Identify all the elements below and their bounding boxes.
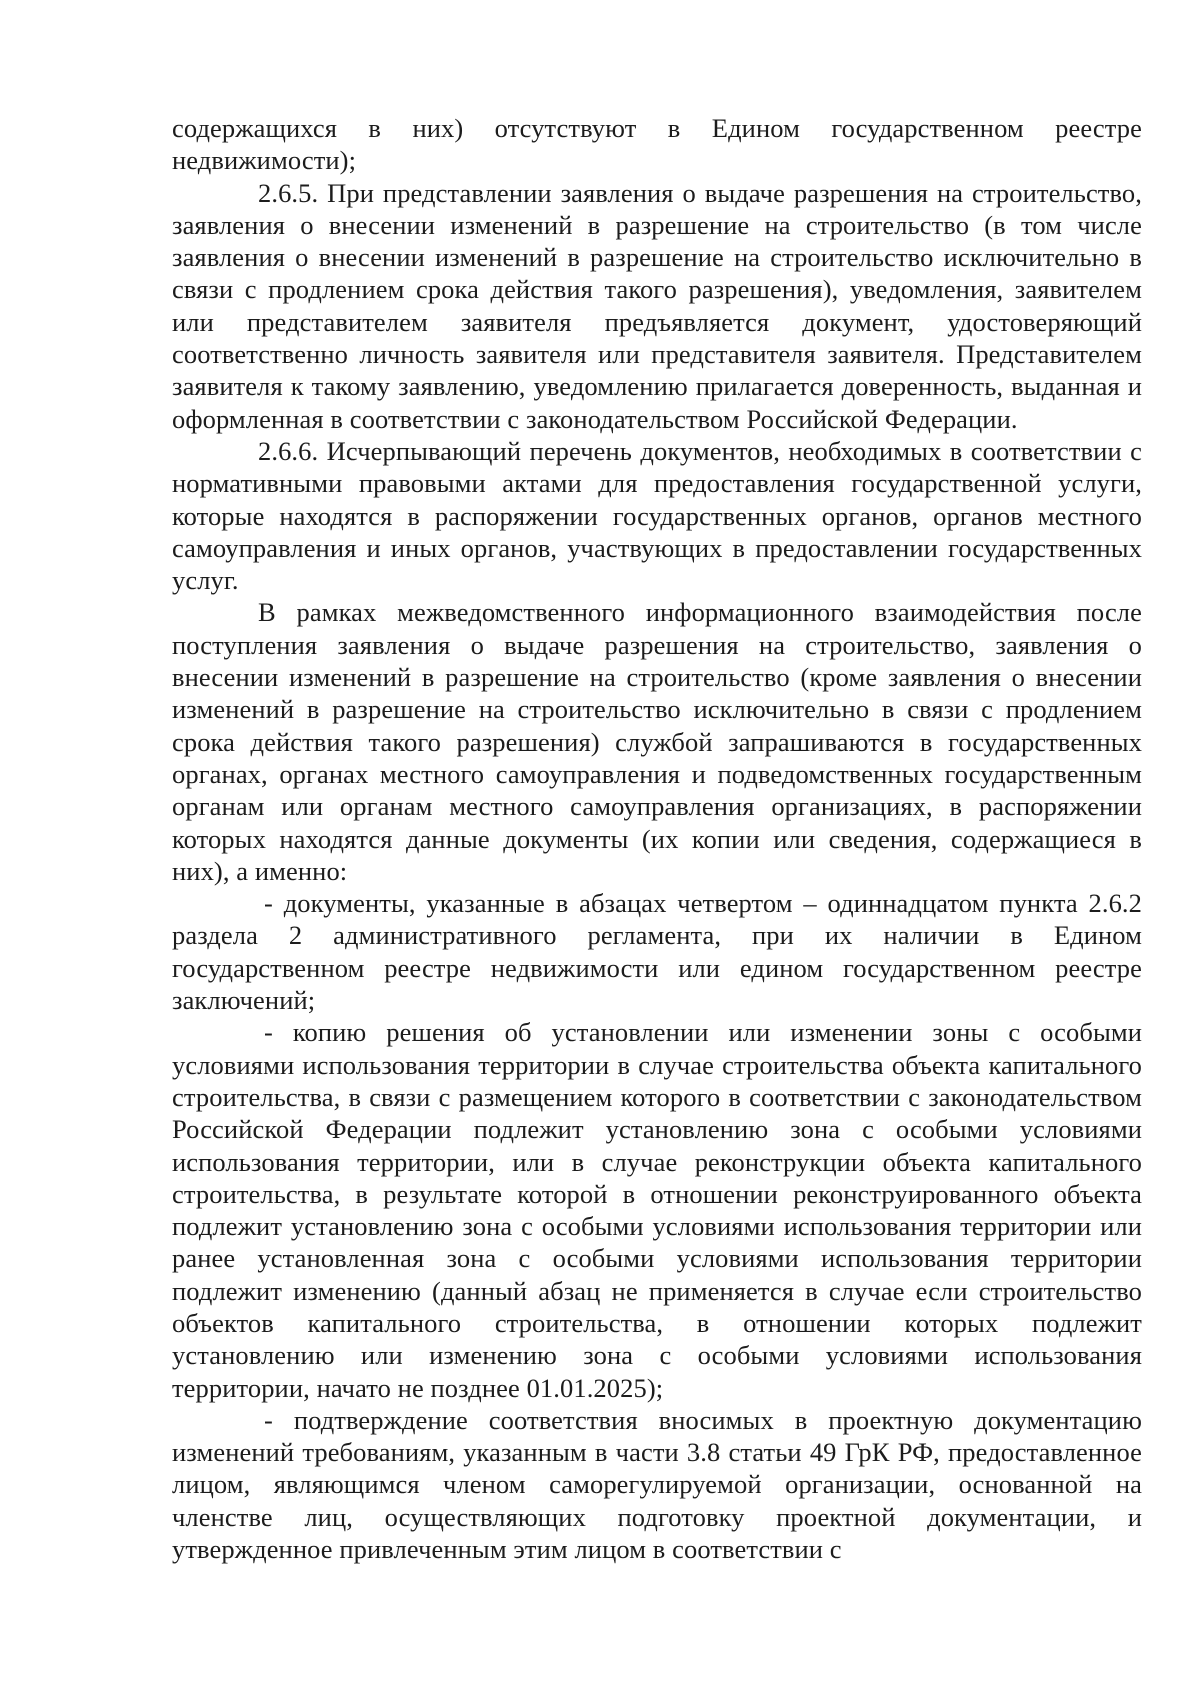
paragraph-interagency: В рамках межведомственного информационного взаимодействия после поступления заявления о выдаче разрешения на строительство, заявления о внесении изменений в разрешение на строительство (кроме заявления о внесении изменений в разрешение на строительство исключительно в связи с продлением срока действия такого разрешения) службой запрашиваются в государственных органах, органах местного самоуправления и подведомственных государственным органам или органам местного самоуправления организациях, в распоряжении которых находятся данные документы (их копии или сведения, содержащиеся в них), а именно:: [172, 597, 1142, 886]
paragraph-2-6-6: 2.6.6. Исчерпывающий перечень документов, необходимых в соответствии с нормативными правовыми актами для предоставления государственной услуги, которые находятся в распоряжении государственных органов, органов местного самоуправления и иных органов, участвующих в предоставлении государственных услуг.: [172, 435, 1142, 596]
document-page: [172, 112, 1142, 1565]
paragraph-continuation: содержащихся в них) отсутствуют в Едином государственном реестре недвижимости);: [172, 113, 1142, 176]
list-item-documents: - документы, указанные в абзацах четвертом – одиннадцатом пункта 2.6.2 раздела 2 административного регламента, при их наличии в Едином государственном реестре недвижимости или едином государственном реестре заключений;: [172, 888, 1142, 1016]
list-item-zone-decision: - копию решения об установлении или изменении зоны с особыми условиями использования территории в случае строительства объекта капитального строительства, в связи с размещением которого в соответствии с законодательством Российской Федерации подлежит установлению зона с особыми условиями использования территории, или в случае реконструкции объекта капитального строительства, в результате которой в отношении реконструированного объекта подлежит установлению зона с особыми условиями использования территории или ранее установленная зона с особыми условиями использования территории подлежит изменению (данный абзац не применяется в случае если строительство объектов капитального строительства, в отношении которых подлежит установлению или изменению зона с особыми условиями использования территории, начато не позднее 01.01.2025);: [172, 1017, 1142, 1403]
paragraph-2-6-5: 2.6.5. При представлении заявления о выдаче разрешения на строительство, заявления о внесении изменений в разрешение на строительство (в том числе заявления о внесении изменений в разрешение на строительство исключительно в связи с продлением срока действия такого разрешения), уведомления, заявителем или представителем заявителя предъявляется документ, удостоверяющий соответственно личность заявителя или представителя заявителя. Представителем заявителя к такому заявлению, уведомлению прилагается доверенность, выданная и оформленная в соответствии с законодательством Российской Федерации.: [172, 177, 1142, 434]
list-item-confirmation: - подтверждение соответствия вносимых в проектную документацию изменений требованиям, указанным в части 3.8 статьи 49 ГрК РФ, предоставленное лицом, являющимся членом саморегулируемой организации, основанной на членстве лиц, осуществляющих подготовку проектной документации, и утвержденное привлеченным этим лицом в соответствии с: [172, 1404, 1142, 1565]
